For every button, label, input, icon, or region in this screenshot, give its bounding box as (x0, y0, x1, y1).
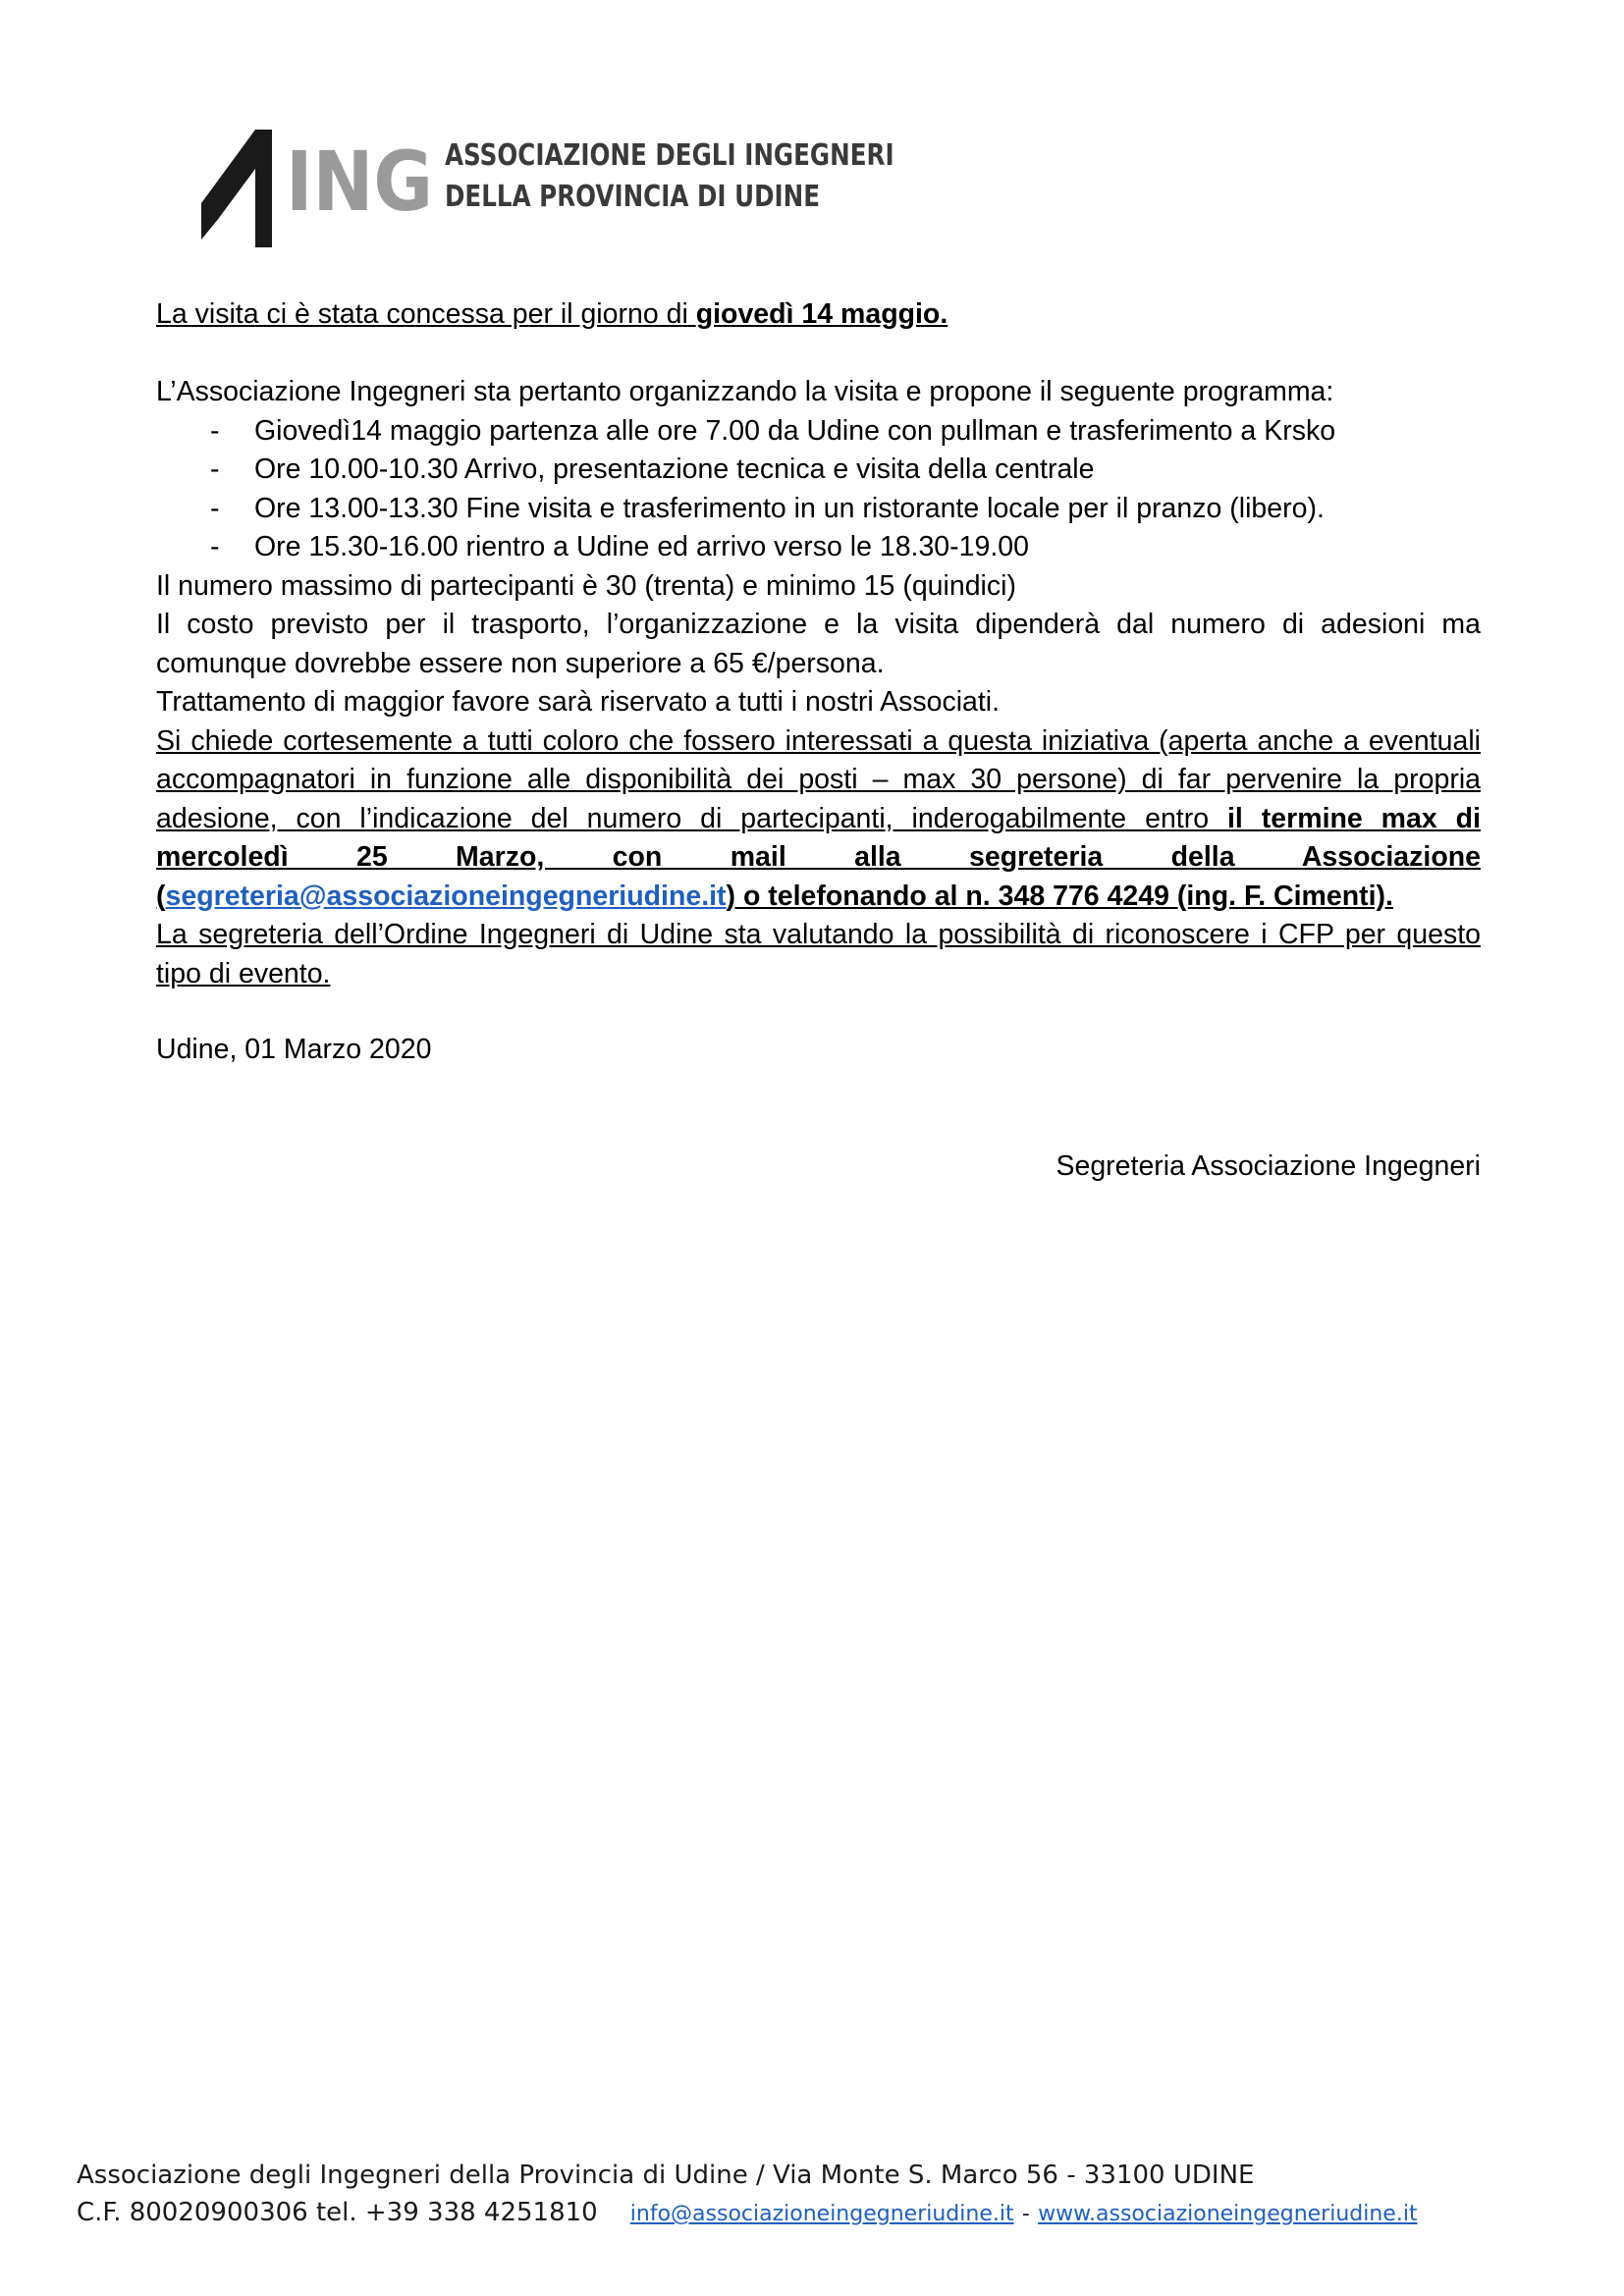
favor-paragraph: Trattamento di maggior favore sarà riservato a tutti i nostri Associati. (156, 686, 1001, 718)
visit-date-paragraph (156, 295, 1481, 335)
footer-email-link[interactable]: info@associazioneingegneriudine.it (629, 2202, 1014, 2226)
footer-website-link[interactable]: www.associazioneingegneriudine.it (1038, 2202, 1418, 2226)
participants-paragraph: Il numero massimo di partecipanti è 30 (trenta) e minimo 15 (quindici) (156, 569, 1016, 602)
cfp-paragraph: La segreteria dell’Ordine Ingegneri di Udine sta valutando la possibilità di riconoscere i CFP per questo tipo di evento. (156, 919, 1481, 989)
organization-name-line1: ASSOCIAZIONE DEGLI INGEGNERI (445, 138, 894, 173)
letter-body (156, 295, 1481, 1186)
logo-mark: ING (286, 133, 433, 230)
visit-date-prefix: La visita ci è stata concessa per il giorno di (156, 298, 696, 330)
footer-contacts (77, 2194, 1549, 2233)
program-list (156, 412, 1481, 567)
intro-paragraph: L’Associazione Ingegneri sta pertanto organizzando la visita e propone il seguente programma: (156, 376, 1334, 407)
visit-date-bold: giovedì 14 maggio. (695, 298, 948, 330)
letter-date: Udine, 01 Marzo 2020 (156, 1034, 432, 1065)
secretariat-email-link[interactable]: segreteria@associazioneingegneriudine.it (165, 880, 727, 912)
request-paragraph (156, 722, 1481, 917)
program-item: - Giovedì14 maggio partenza alle ore 7.00 da Udine con pullman e trasferimento a Krsko (210, 414, 1336, 447)
footer-separator: - (1021, 2202, 1030, 2226)
program-item: - Ore 13.00-13.30 Fine visita e trasferimento in un ristorante locale per il pranzo (libero). (210, 492, 1325, 524)
footer-tax-phone: C.F. 80020900306 tel. +39 338 4251810 (77, 2198, 598, 2227)
organization-name (445, 135, 894, 218)
footer-address: Associazione degli Ingegneri della Provincia di Udine / Via Monte S. Marco 56 - 33100 UDINE (77, 2161, 1255, 2190)
organization-name-line2: DELLA PROVINCIA DI UDINE (445, 180, 821, 214)
request-phone: ) o telefonando al n. 348 776 4249 (ing. F. Cimenti). (726, 880, 1393, 912)
signature: Segreteria Associazione Ingegneri (1056, 1149, 1481, 1182)
footer (77, 2157, 1549, 2233)
association-logo (201, 130, 894, 247)
request-deadline: il termine max di mercoledì 25 Marzo, con mail alla segreteria della Associazione ( (156, 802, 1481, 912)
cost-paragraph: Il costo previsto per il trasporto, l’organizzazione e la visita dipenderà dal numero di adesioni ma comunque dovrebbe essere non superiore a 65 €/persona. (156, 609, 1481, 679)
program-item: - Ore 15.30-16.00 rientro a Udine ed arrivo verso le 18.30-19.00 (210, 531, 1029, 562)
program-item: - Ore 10.00-10.30 Arrivo, presentazione tecnica e visita della centrale (210, 454, 1095, 485)
logo-chevron-icon (201, 130, 447, 247)
request-text: Si chiede cortesemente a tutti coloro che fossero interessati a questa iniziativa (aperta anche a eventuali accompagnatori in funzione alle disponibilità dei posti – max 30 persone) di far pervenire la propria adesione, con l’indicazione del numero di partecipanti, inderogabilmente entro (156, 724, 1481, 834)
